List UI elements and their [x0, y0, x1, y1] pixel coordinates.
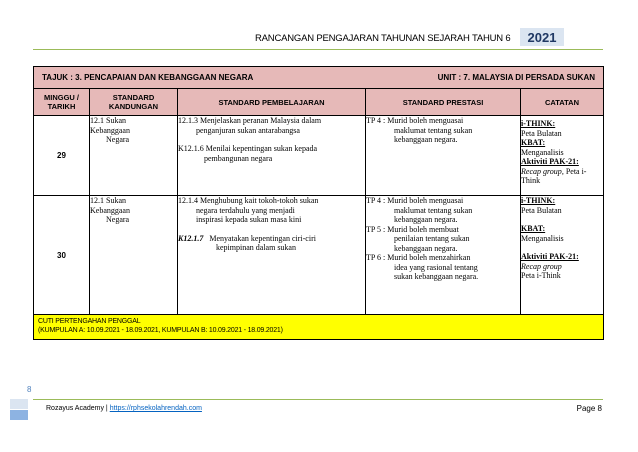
kbat-label: KBAT:	[521, 138, 546, 147]
footer-link[interactable]: https://rphsekolahrendah.com	[109, 405, 202, 412]
pak-value: Recap group	[521, 261, 562, 271]
footer-accent	[10, 410, 28, 420]
kandungan-cell	[90, 196, 178, 315]
holiday-title: CUTI PERTENGAHAN PENGGAL	[38, 318, 141, 325]
sp-code: K12.1.6	[178, 144, 204, 153]
kbat-value: Menganalisis	[521, 233, 564, 243]
sp-code: 12.1.4	[178, 196, 198, 205]
kandungan-line: Negara	[106, 215, 130, 224]
prestasi-text: TP 4 : Murid boleh menguasai	[366, 196, 464, 205]
pak-value: Peta i-Think	[521, 271, 561, 280]
pak-label: Aktiviti PAK-21:	[521, 252, 579, 261]
kandungan-cell	[90, 116, 178, 196]
col-prestasi: STANDARD PRESTASI	[366, 89, 521, 116]
column-header-row	[34, 89, 604, 116]
pak-value: Recap group	[521, 166, 562, 176]
prestasi-text: sukan kebanggaan negara.	[394, 272, 479, 281]
sp-text: inspirasi kepada sukan masa kini	[196, 215, 302, 224]
prestasi-text: maklumat tentang sukan	[394, 125, 473, 135]
pak-value: , Peta i-	[561, 166, 587, 176]
prestasi-text: maklumat tentang sukan	[394, 205, 473, 215]
document-title: RANCANGAN PENGAJARAN TAHUNAN SEJARAH TAHUN 6	[255, 33, 511, 44]
footer-credit	[46, 405, 202, 412]
unit-title: UNIT : 7. MALAYSIA DI PERSADA SUKAN	[437, 73, 596, 82]
sp-text: Menghubung kait tokoh-tokoh sukan	[200, 196, 319, 205]
col-pembelajaran: STANDARD PEMBELAJARAN	[178, 89, 366, 116]
prestasi-text: TP 4 : Murid boleh menguasai	[366, 116, 464, 125]
pak-label: Aktiviti PAK-21:	[521, 157, 579, 166]
holiday-row	[34, 315, 604, 340]
col-catatan: CATATAN	[521, 89, 604, 116]
footer-org: Rozayus Academy |	[46, 405, 108, 412]
sp-text: Menyatakan kepentingan ciri-ciri	[209, 233, 316, 243]
pak-value: Think	[521, 176, 541, 185]
kbat-value: Menganalisis	[521, 147, 564, 157]
kandungan-line: Kebanggaan	[90, 205, 130, 215]
kandungan-line: 12.1 Sukan	[90, 116, 126, 125]
col-minggu: MINGGU / TARIKH	[34, 89, 90, 116]
prestasi-text: TP 5 : Murid boleh membuat	[366, 224, 459, 234]
ithink-value: Peta Bulatan	[521, 128, 562, 138]
holiday-dates: (KUMPULAN A: 10.09.2021 - 18.09.2021, KUMPULAN B: 10.09.2021 - 18.09.2021)	[38, 327, 283, 334]
prestasi-cell	[366, 116, 521, 196]
sp-text: Menilai kepentingan sukan kepada	[205, 144, 318, 153]
header-divider	[33, 49, 603, 50]
sp-text: penganjuran sukan antarabangsa	[196, 125, 300, 135]
sp-code: 12.1.3	[178, 116, 198, 125]
footer-divider	[33, 399, 603, 400]
kbat-label: KBAT:	[521, 224, 546, 233]
page-marker: 8	[27, 385, 32, 394]
catatan-cell	[521, 196, 604, 315]
year-badge: 2021	[520, 28, 564, 46]
sp-code: K12.1.7	[178, 233, 204, 243]
prestasi-text: idea yang rasional tentang	[394, 262, 478, 272]
sp-text: kepimpinan dalam sukan	[216, 243, 296, 252]
week-row	[34, 196, 604, 315]
kandungan-line: 12.1 Sukan	[90, 196, 126, 205]
kandungan-line: Negara	[106, 135, 130, 144]
ithink-label: i-THINK:	[521, 119, 556, 128]
prestasi-text: kebanggaan negara.	[394, 135, 458, 144]
prestasi-text: kebanggaan negara.	[394, 243, 458, 253]
pembelajaran-cell	[178, 196, 366, 315]
kandungan-line: Kebanggaan	[90, 125, 130, 135]
prestasi-cell	[366, 196, 521, 315]
topic-title: TAJUK : 3. PENCAPAIAN DAN KEBANGGAAN NEGARA	[42, 73, 254, 82]
topic-row	[34, 67, 604, 89]
ithink-value: Peta Bulatan	[521, 205, 562, 215]
sp-text: Menjelaskan peranan Malaysia dalam	[200, 116, 322, 125]
catatan-cell	[521, 116, 604, 196]
prestasi-text: TP 6 : Murid boleh menzahirkan	[366, 253, 471, 262]
ithink-label: i-THINK:	[521, 196, 556, 205]
week-row	[34, 116, 604, 196]
week-number: 30	[34, 196, 90, 315]
prestasi-text: kebanggaan negara.	[394, 215, 458, 224]
lesson-plan-table	[33, 66, 604, 340]
col-kandungan: STANDARD KANDUNGAN	[90, 89, 178, 116]
week-number: 29	[34, 116, 90, 196]
pembelajaran-cell	[178, 116, 366, 196]
page-number: Page 8	[576, 404, 602, 413]
footer-accent	[10, 399, 28, 409]
sp-text: pembangunan negara	[204, 153, 273, 163]
sp-text: negara terdahulu yang menjadi	[196, 205, 295, 215]
prestasi-text: penilaian tentang sukan	[394, 234, 470, 243]
